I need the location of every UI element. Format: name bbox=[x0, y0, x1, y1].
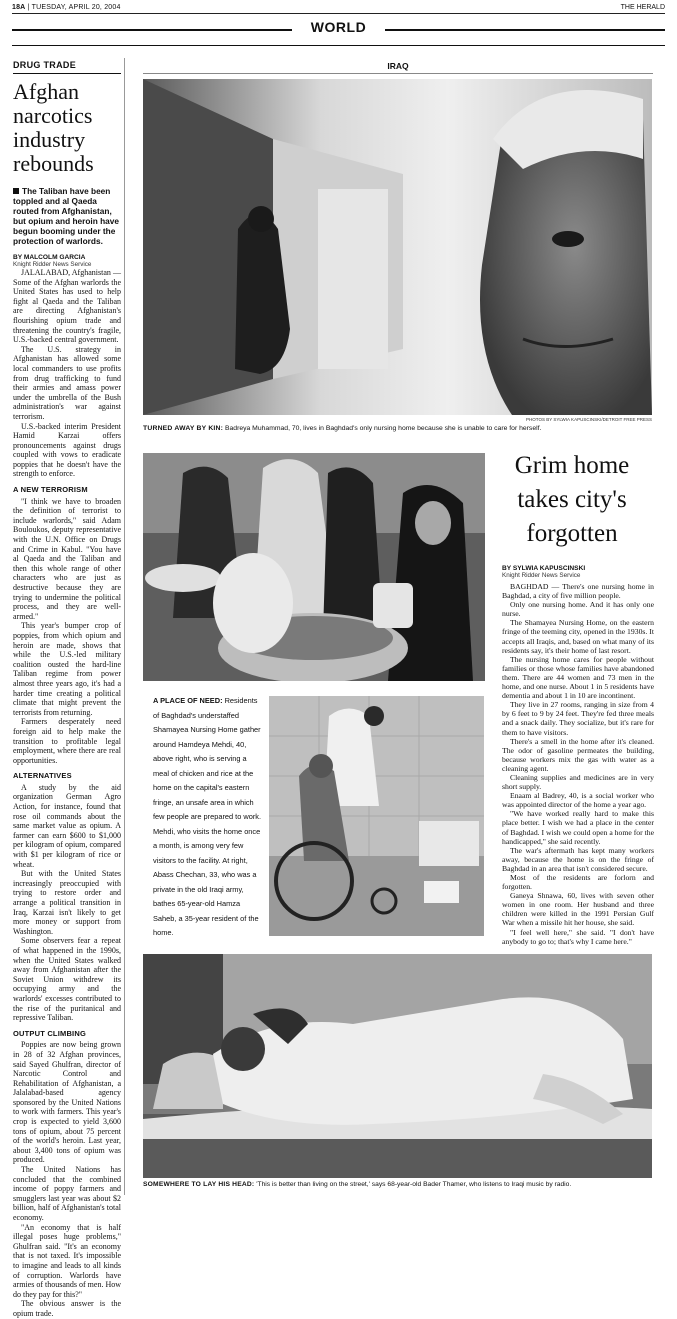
paragraph: Farmers desperately need foreign aid to help make the transition to profitable legal employment, where there are real opportunities. bbox=[13, 717, 121, 765]
paragraph: Poppies are now being grown in 28 of 32 Afghan provinces, said Sayed Ghulfran, director of Narcotic Control and Rehabilitation of Afghanistan, a Jalalabad-based agency sponsored by the United Nations to work with farmers. This year's crop is expected to yield 3,600 tons of opium, about 75 percent of the world's heroin. Last year, about 3,400 tons of opium was produced. bbox=[13, 1040, 121, 1165]
paragraph: U.S.-backed interim President Hamid Karzai offers pronouncements against drugs coupled with vows to eradicate poppies that he doesn't have the strength to enforce. bbox=[13, 421, 121, 479]
paragraph: The U.S. strategy in Afghanistan has allowed some local commanders to use profits from drug trafficking to fund their armies and amass power under the umbrella of the Bush administration's war against terrorism. bbox=[13, 344, 121, 421]
paragraph: There's a smell in the home after it's cleaned. The odor of gasoline permeates the building, because workers mix the gas with water as a cleaning agent. bbox=[502, 736, 654, 773]
paragraph: "We have worked really hard to make this place better. I wish we had a place in the center of Baghdad. I wish we could open a home for the handicapped," she said recently. bbox=[502, 809, 654, 846]
subhead: ALTERNATIVES bbox=[13, 771, 72, 781]
paragraph: But with the United States increasingly preoccupied with trying to restore order and arrange a political transition in Iraq, Karzai isn't likely to get more money or support from Washington. bbox=[13, 869, 121, 936]
paragraph: Most of the residents are forlorn and forgotten. bbox=[502, 873, 654, 892]
photo-man-on-bed bbox=[143, 954, 652, 1178]
paragraph: JALALABAD, Afghanistan — Some of the Afghan warlords the United States has used to help fight al Qaeda and the Taliban are directing Afghanistan's flourishing opium trade and threatening the country's fragile, U.S.-backed central government. bbox=[13, 268, 121, 345]
photo-meal-serving bbox=[143, 453, 485, 681]
photo-credit: PHOTOS BY SYLWIA KAPUSCINSKI/DETROIT FREE PRESS bbox=[526, 417, 652, 422]
iraq-label: IRAQ bbox=[387, 61, 409, 71]
paragraph: The obvious answer is the opium trade. bbox=[13, 1299, 121, 1318]
paragraph: They live in 27 rooms, ranging in size from 4 by 6 feet to 9 by 24 feet. They're fed three meals and a snack daily. They socialize, but it's rare for them to have visitors. bbox=[502, 700, 654, 737]
story-credit: Knight Ridder News Service bbox=[13, 261, 92, 268]
photo-wheelchair-bath-image bbox=[269, 696, 484, 936]
column-divider bbox=[124, 58, 125, 1195]
caption-lead: A PLACE OF NEED: bbox=[153, 696, 223, 705]
need-caption: A PLACE OF NEED: Residents of Baghdad's understaffed Shamayea Nursing Home gather around Hamdeya Mehdi, 40, above right, who is serving a meal of chicken and rice at the home on the capital's eastern fringe, an unsafe area in which few people are prepared to work. Mehdi, who visits the home once a month, is among very few visitors to the facility. At right, Abass Chechan, 33, who was a private in the old Iraqi army, bathes 65-year-old Hamza Saheb, a 35-year resident of the home. bbox=[153, 696, 262, 937]
subhead: A NEW TERRORISM bbox=[13, 485, 88, 495]
photo-wheelchair-bath bbox=[269, 696, 484, 936]
photo-caption: SOMEWHERE TO LAY HIS HEAD: 'This is better than living on the street,' says 68-year-old Bader Thamer, who listens to Iraqi music by radio. bbox=[143, 1181, 572, 1188]
paragraph: Some observers fear a repeat of what happened in the 1990s, when the United States walked away from Afghanistan after the Soviet Union withdrew its occupying army and the warlords' excesses contributed to the rise of the puritanical and repressive Taliban. bbox=[13, 936, 121, 1023]
paragraph: The United Nations has concluded that the combined income of poppy farmers and smugglers last year was about $2 billion, half of Afghanistan's total economy. bbox=[13, 1165, 121, 1222]
iraq-credit: Knight Ridder News Service bbox=[502, 572, 581, 579]
paragraph: The war's aftermath has kept many workers away, because the home is on the fringe of Baghdad in an area that isn't considered secure. bbox=[502, 845, 654, 873]
section-under-rule bbox=[12, 45, 665, 46]
paragraph: "An economy that is half illegal poses huge problems," Ghulfran said. "It's an economy that is not taxed. It's impossible to imagine and leads to all kinds of corruption. Warlords have armies of thousands of men. How do they pay for this?" bbox=[13, 1222, 121, 1299]
photo-hallway-woman bbox=[143, 79, 652, 415]
caption-lead: TURNED AWAY BY KIN: bbox=[143, 425, 224, 432]
iraq-headline: Grim home takes city's forgotten bbox=[514, 452, 630, 547]
afghan-story bbox=[13, 60, 121, 1319]
issue-date: TUESDAY, APRIL 20, 2004 bbox=[31, 4, 121, 11]
paragraph: BAGHDAD — There's one nursing home in Baghdad, a city of five million people. bbox=[502, 582, 654, 601]
paragraph: A study by the aid organization German Agro Action, for instance, found that rose oil commands about the same market value as opium. A farmer can earn $600 to $1,000 per kilogram of opium, compared with $1 per kilogram of rice or wheat. bbox=[13, 782, 121, 869]
paragraph: Enaam al Badrey, 40, is a social worker who was appointed director of the home a year ago. bbox=[502, 791, 654, 810]
caption-lead: SOMEWHERE TO LAY HIS HEAD: bbox=[143, 1181, 255, 1188]
iraq-byline: BY SYLWIA KAPUSCINSKI bbox=[502, 565, 586, 572]
story-body bbox=[13, 268, 121, 1319]
top-rule bbox=[12, 13, 665, 14]
paragraph: This year's bumper crop of poppies, from which opium and heroin are made, shows that while the U.S.-led military coalition ousted the hard-line Taliban regime from power almost three years ago, it's had a harder time creating a political climate that might prevent the terrorists from returning. bbox=[13, 621, 121, 717]
paper-name: THE HERALD bbox=[620, 4, 665, 11]
folio: 18A | TUESDAY, APRIL 20, 2004 bbox=[12, 4, 121, 11]
paragraph: Cleaning supplies and medicines are in very short supply. bbox=[502, 772, 654, 792]
story-byline: BY MALCOLM GARCIA bbox=[13, 254, 86, 261]
paragraph: The Shamayea Nursing Home, on the eastern fringe of the teeming city, opened in the 1930s. It accepts all Iraqis, and, based on what many of its residents say, it's their home of last resort. bbox=[502, 618, 654, 655]
story-deck: The Taliban have been toppled and al Qaeda routed from Afghanistan, but opium and heroin have begun booming under the protection of warlords. bbox=[13, 186, 120, 246]
photo-man-on-bed-image bbox=[143, 954, 652, 1178]
iraq-rule bbox=[143, 73, 653, 74]
paragraph: Only one nursing home. And it has only one nurse. bbox=[502, 600, 654, 619]
photo-meal-serving-image bbox=[143, 453, 485, 681]
section-title: WORLD bbox=[310, 19, 367, 35]
story-headline: Afghan narcotics industry rebounds bbox=[13, 79, 94, 176]
photo-hallway-woman-image bbox=[143, 79, 652, 415]
paragraph: "I feel well here," she said. "I don't have anybody to go to; that's why I came here." bbox=[502, 927, 654, 946]
iraq-story bbox=[502, 565, 654, 946]
photo-caption: TURNED AWAY BY KIN: Badreya Muhammad, 70, lives in Baghdad's only nursing home because she is unable to care for herself. bbox=[143, 425, 542, 432]
story-kicker: DRUG TRADE bbox=[13, 60, 121, 74]
paragraph: Ganeya Shnawa, 60, lives with seven other women in one room. Her husband and three children were killed in the 1991 Persian Gulf War when a missile hit her house, she said. bbox=[502, 891, 654, 928]
paragraph: The nursing home cares for people without families or those whose families have abandoned them. There are 44 women and 73 men in the home, and one nurse. About 1 in 5 residents have dementia and about 1 in 10 are incontinent. bbox=[502, 654, 654, 701]
paragraph: "I think we have to broaden the definition of terrorist to include warlords," said Adam Bouloukos, deputy representative with the U.N. Office on Drugs and Crime in Kabul. "You have al Qaeda and the Taliban and then this whole range of other characters who are just as destructive because they are trying to undermine the political process, and they are well-armed." bbox=[13, 496, 121, 621]
iraq-body bbox=[502, 582, 654, 946]
subhead: OUTPUT CLIMBING bbox=[13, 1028, 86, 1038]
page-number: 18A bbox=[12, 4, 26, 11]
square-bullet-icon bbox=[13, 188, 19, 194]
